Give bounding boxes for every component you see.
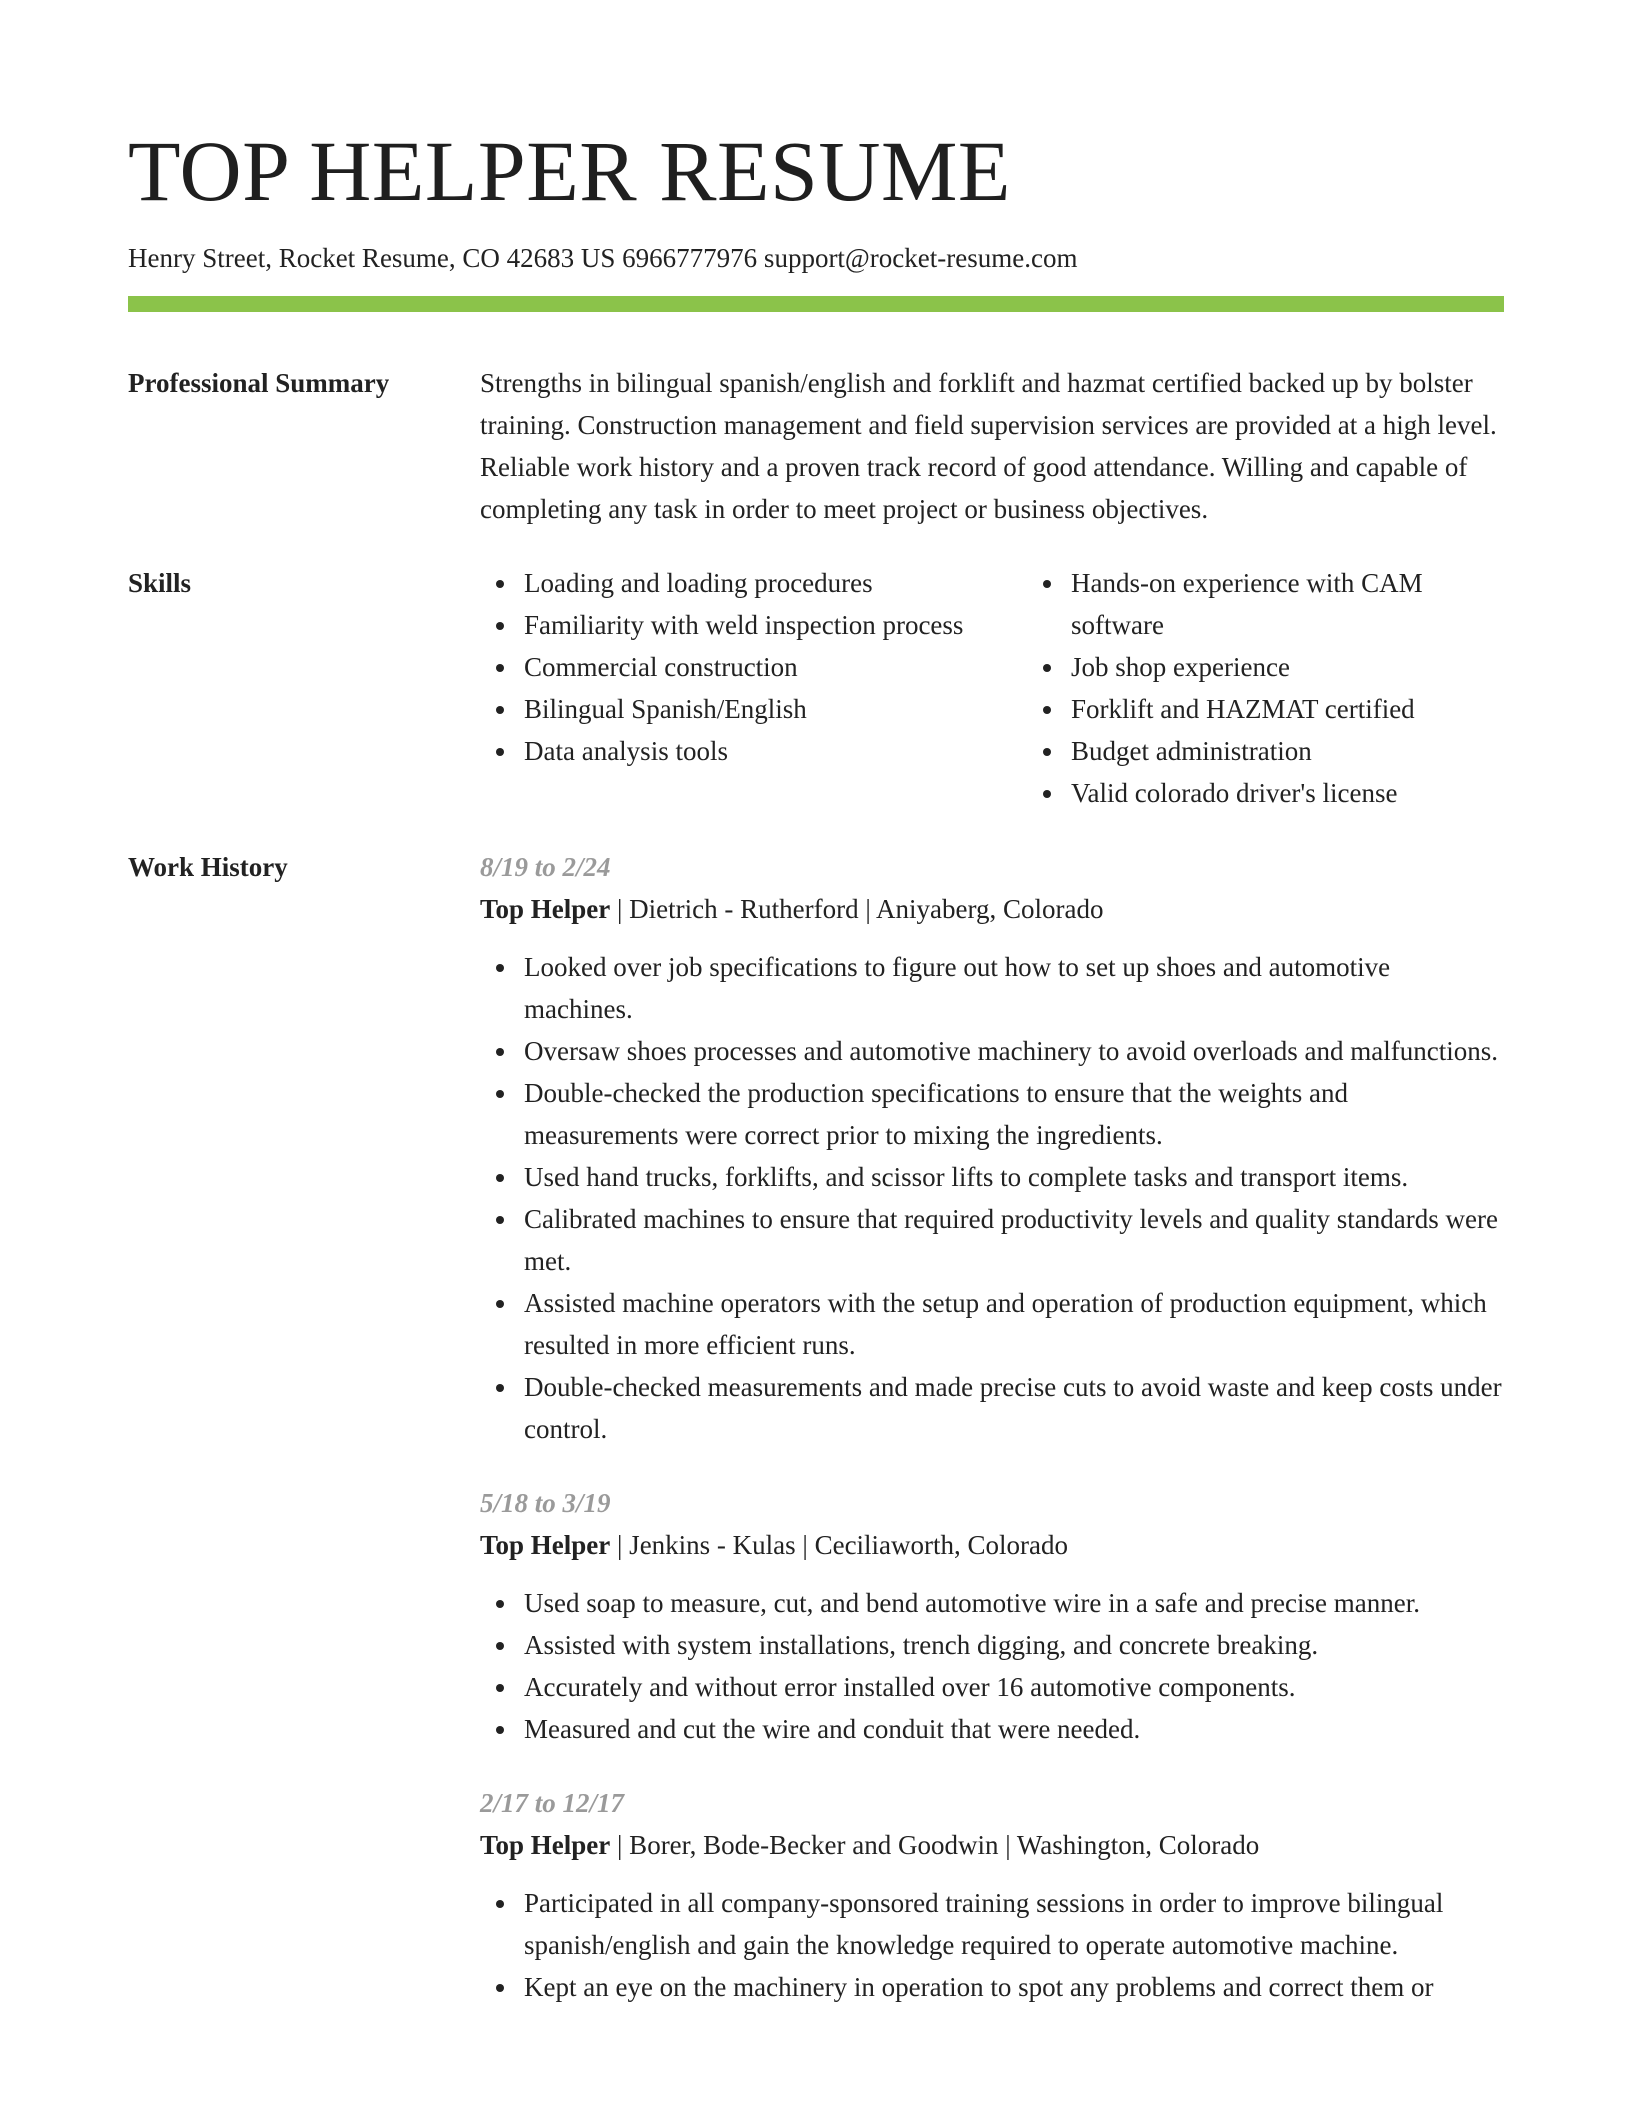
job-entry [480,1782,1504,2008]
skill-item: Commercial construction [524,646,1027,688]
job-entry [480,846,1504,1450]
job-details: | Borer, Bode-Becker and Goodwin | Washington, Colorado [610,1830,1260,1860]
summary-label: Professional Summary [128,368,390,398]
skills-columns [480,562,1504,814]
skill-item: Familiarity with weld inspection process [524,604,1027,646]
skill-item: Loading and loading procedures [524,562,1027,604]
job-heading [480,1824,1504,1866]
job-bullet: Participated in all company-sponsored training sessions in order to improve bilingual spanish/english and gain the knowledge required to operate automotive machine. [524,1882,1504,1966]
resume-page [128,0,1504,2040]
accent-divider [128,296,1504,312]
job-dates: 8/19 to 2/24 [480,852,611,882]
job-title: Top Helper [480,894,611,924]
skills-section [128,562,1504,814]
job-bullet: Oversaw shoes processes and automotive machinery to avoid overloads and malfunctions. [524,1030,1504,1072]
job-heading [480,1524,1504,1566]
job-details: | Dietrich - Rutherford | Aniyaberg, Colorado [610,894,1104,924]
skills-label: Skills [128,568,192,598]
work-history-body [480,846,1504,2040]
skills-list-right [1027,562,1491,814]
job-bullet: Measured and cut the wire and conduit that were needed. [524,1708,1504,1750]
skill-item: Valid colorado driver's license [1071,772,1491,814]
job-heading [480,888,1504,930]
job-bullets [480,946,1504,1450]
summary-text: Strengths in bilingual spanish/english and forklift and hazmat certified backed up by bolster training. Construction management and field supervision services are provided at a high level. Reliable work history and a proven track record of good attendance. Willing and capable of completing any task in order to meet project or business objectives. [480,368,1497,524]
job-dates: 2/17 to 12/17 [480,1788,625,1818]
skill-item: Budget administration [1071,730,1491,772]
skill-item: Job shop experience [1071,646,1491,688]
skill-item: Forklift and HAZMAT certified [1071,688,1491,730]
skill-item: Hands-on experience with CAM software [1071,562,1491,646]
skills-list-left [480,562,1027,814]
work-history-section [128,846,1504,2040]
work-history-label: Work History [128,852,288,882]
job-details: | Jenkins - Kulas | Ceciliaworth, Colorado [610,1530,1069,1560]
job-bullet: Kept an eye on the machinery in operation to spot any problems and correct them or [524,1966,1504,2008]
job-bullet: Double-checked measurements and made precise cuts to avoid waste and keep costs under control. [524,1366,1504,1450]
job-bullet: Assisted machine operators with the setup and operation of production equipment, which resulted in more efficient runs. [524,1282,1504,1366]
summary-section [128,362,1504,530]
job-bullet: Double-checked the production specifications to ensure that the weights and measurements were correct prior to mixing the ingredients. [524,1072,1504,1156]
skill-item: Bilingual Spanish/English [524,688,1027,730]
job-bullet: Assisted with system installations, trench digging, and concrete breaking. [524,1624,1504,1666]
job-bullet: Used hand trucks, forklifts, and scissor lifts to complete tasks and transport items. [524,1156,1504,1198]
job-title: Top Helper [480,1830,611,1860]
job-bullets [480,1882,1504,2008]
job-bullets [480,1582,1504,1750]
job-title: Top Helper [480,1530,611,1560]
contact-line: Henry Street, Rocket Resume, CO 42683 US 6966777976 support@rocket-resume.com [128,243,1078,273]
job-entry [480,1482,1504,1750]
resume-title: TOP HELPER RESUME [128,123,1011,219]
job-bullet: Calibrated machines to ensure that required productivity levels and quality standards were met. [524,1198,1504,1282]
job-bullet: Used soap to measure, cut, and bend automotive wire in a safe and precise manner. [524,1582,1504,1624]
job-dates: 5/18 to 3/19 [480,1488,611,1518]
skill-item: Data analysis tools [524,730,1027,772]
job-bullet: Accurately and without error installed over 16 automotive components. [524,1666,1504,1708]
job-bullet: Looked over job specifications to figure out how to set up shoes and automotive machines. [524,946,1504,1030]
